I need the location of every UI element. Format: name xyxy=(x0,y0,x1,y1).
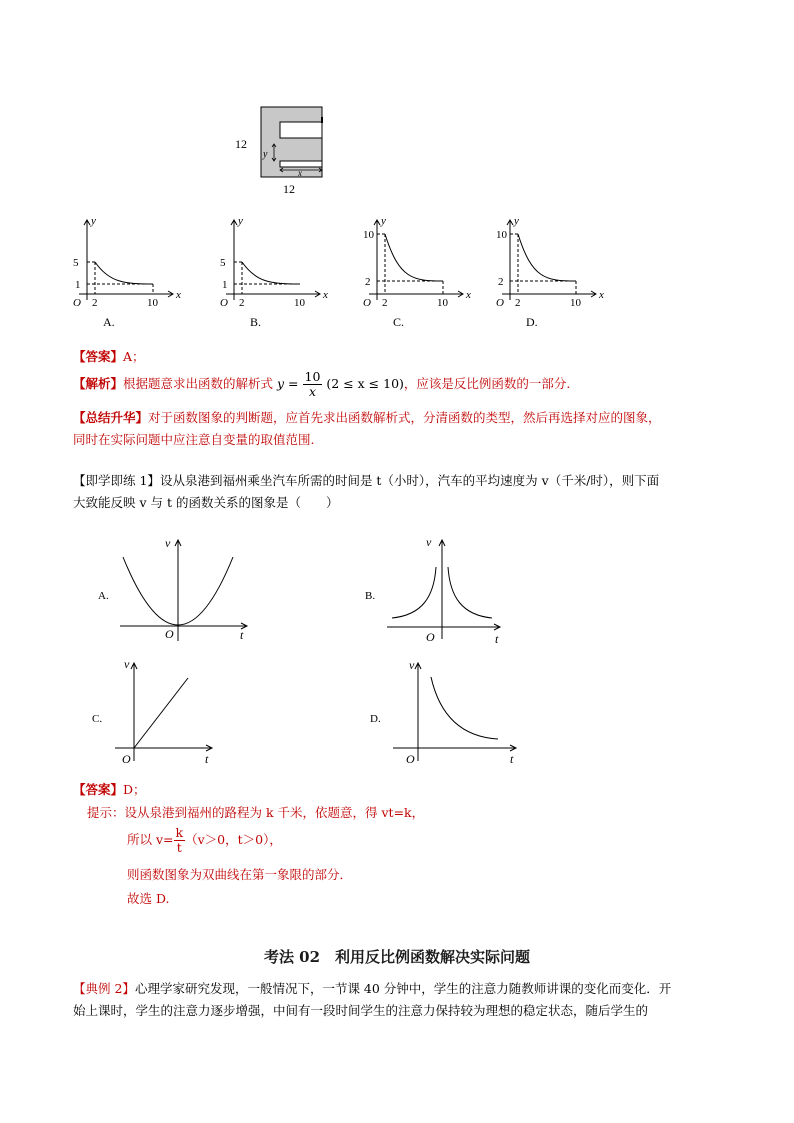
answer-1-tag: 【答案】 xyxy=(73,349,124,364)
hint-2-fraction xyxy=(174,826,186,855)
q2-graph-b xyxy=(362,535,512,650)
q1-C-x1: 2 xyxy=(382,297,388,309)
example-2-tag: 【典例 2】 xyxy=(73,981,135,996)
q1-B-origin: O xyxy=(220,297,228,309)
formula-range: (2 ≤ x ≤ 10) xyxy=(326,376,404,391)
hint-2-numerator: k xyxy=(175,825,184,840)
summary-1 xyxy=(73,407,733,451)
q1-graph-c xyxy=(355,208,485,333)
q2-a-origin: O xyxy=(165,627,174,641)
q2-graph-c xyxy=(90,655,230,770)
analysis-1-post: ，应该是反比例函数的一部分. xyxy=(403,376,571,391)
q2-a-caption: A. xyxy=(98,590,109,602)
q1-graph-a xyxy=(65,208,195,333)
q1-C-ymin: 2 xyxy=(365,276,371,288)
summary-1-line1: 对于函数图象的判断题，应首先求出函数解析式，分清函数的类型，然后再选择对应的图象， xyxy=(148,410,661,425)
e-shape xyxy=(261,107,322,177)
q1-C-ymax: 10 xyxy=(363,229,374,241)
q1-B-xaxis: x xyxy=(323,289,328,301)
q2-a-yaxis: v xyxy=(165,536,171,550)
q1-A-origin: O xyxy=(73,297,81,309)
formula-numerator: 10 xyxy=(304,369,321,384)
q1-A-caption: A. xyxy=(103,315,115,329)
q1-A-xaxis: x xyxy=(176,289,181,301)
q1-C-origin: O xyxy=(363,297,371,309)
q2-d-caption: D. xyxy=(370,713,381,725)
q1-graph-d xyxy=(488,208,618,333)
q2-a-xaxis: t xyxy=(240,628,244,642)
section-title: 考法 02 利用反比例函数解决实际问题 xyxy=(263,948,531,966)
hint-2-line1: 提示：设从泉港到福州的路程为 k 千米，依题意，得 vt=k， xyxy=(87,805,425,820)
hint-2-line3: 则函数图象为双曲线在第一象限的部分． xyxy=(127,867,353,882)
q2-b-origin: O xyxy=(426,630,435,644)
analysis-1 xyxy=(73,370,570,399)
q1-C-x2: 10 xyxy=(437,297,448,309)
hint-2-line2-pre: 所以 v= xyxy=(127,832,174,847)
summary-1-line2: 同时在实际问题中应注意自变量的取值范围. xyxy=(73,432,315,447)
q1-D-ymin: 2 xyxy=(498,276,504,288)
e-label-y: y xyxy=(263,149,268,160)
answer-2-tag: 【答案】 xyxy=(73,782,124,797)
q2-c-caption: C. xyxy=(92,713,103,725)
q1-A-ymax: 5 xyxy=(73,257,79,269)
practice-1-line2: 大致能反映 v 与 t 的函数关系的图象是（ ） xyxy=(73,495,339,510)
q1-B-ymin: 1 xyxy=(222,279,228,291)
q2-d-xaxis: t xyxy=(510,752,514,766)
hint-2-denominator: t xyxy=(176,840,182,855)
hint-2 xyxy=(87,801,727,825)
q2-b-yaxis: v xyxy=(426,535,432,549)
q1-D-yaxis: y xyxy=(514,215,519,227)
q1-B-caption: B. xyxy=(250,315,262,329)
q2-c-origin: O xyxy=(122,752,131,766)
q2-d-yaxis: v xyxy=(409,658,415,672)
q2-graph-d xyxy=(368,655,528,770)
q1-B-yaxis: y xyxy=(238,215,243,227)
e-label-12-left: 12 xyxy=(235,137,247,151)
practice-1-tag: 【即学即练 1】 xyxy=(73,473,160,488)
q1-C-yaxis: y xyxy=(381,215,386,227)
q1-D-x2: 10 xyxy=(570,297,581,309)
q1-D-ymax: 10 xyxy=(496,229,507,241)
answer-1-text: A； xyxy=(123,349,145,364)
q1-B-x1: 2 xyxy=(239,297,245,309)
q1-B-x2: 10 xyxy=(294,297,305,309)
e-label-12-bottom: 12 xyxy=(283,182,295,196)
q1-C-xaxis: x xyxy=(466,289,471,301)
answer-2-text: D； xyxy=(123,782,146,797)
example-2 xyxy=(73,978,738,1022)
q2-d-origin: O xyxy=(406,752,415,766)
formula-lhs: y = xyxy=(277,376,299,391)
hint-2-rest xyxy=(127,863,352,911)
q2-c-xaxis: t xyxy=(205,752,209,766)
example-2-line1: 心理学家研究发现，一般情况下，一节课 40 分钟中，学生的注意力随教师讲课的变化而变化．开 xyxy=(134,981,672,996)
q1-D-x1: 2 xyxy=(515,297,521,309)
summary-1-tag: 【总结升华】 xyxy=(73,410,149,425)
q1-D-caption: D. xyxy=(526,315,538,329)
formula-denominator: x xyxy=(308,384,316,399)
q1-D-xaxis: x xyxy=(599,289,604,301)
figure-e-diagram xyxy=(225,100,345,200)
example-2-line2: 始上课时，学生的注意力逐步增强，中间有一段时间学生的注意力保持较为理想的稳定状态，随后学生的 xyxy=(73,1003,649,1018)
analysis-1-tag: 【解析】 xyxy=(73,376,124,391)
q1-A-x1: 2 xyxy=(92,297,98,309)
q1-A-x2: 10 xyxy=(147,297,158,309)
q2-graph-a xyxy=(95,535,265,645)
q1-A-ymin: 1 xyxy=(75,279,81,291)
practice-1 xyxy=(73,470,738,514)
hint-2-formula-line xyxy=(127,826,282,855)
hint-2-line4: 故选 D. xyxy=(127,891,170,906)
practice-1-line1: 设从泉港到福州乘坐汽车所需的时间是 t（小时），汽车的平均速度为 v（千米/时），则下面 xyxy=(159,473,660,488)
q2-b-xaxis: t xyxy=(495,632,499,646)
q2-b-caption: B. xyxy=(365,590,376,602)
q1-graph-b xyxy=(212,208,342,333)
q1-B-ymax: 5 xyxy=(220,257,226,269)
hint-2-line2-post: （v＞0，t＞0）， xyxy=(185,832,282,847)
e-label-x: x xyxy=(298,168,302,178)
q1-A-yaxis: y xyxy=(91,215,96,227)
answer-2 xyxy=(73,779,146,801)
q2-c-yaxis: v xyxy=(124,657,130,671)
answer-1 xyxy=(73,346,145,368)
analysis-1-pre: 根据题意求出函数的解析式 xyxy=(123,376,274,391)
q1-D-origin: O xyxy=(496,297,504,309)
q1-C-caption: C. xyxy=(393,315,405,329)
formula-fraction xyxy=(303,370,323,399)
